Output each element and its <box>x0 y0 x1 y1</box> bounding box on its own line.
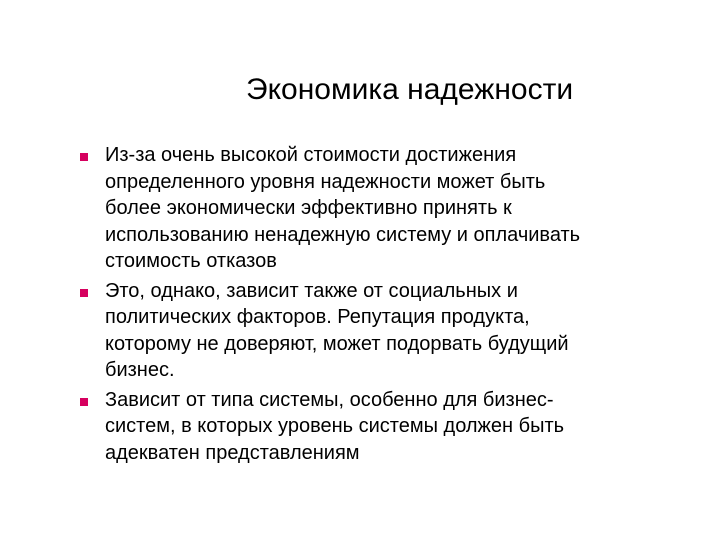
square-bullet-icon <box>80 398 88 406</box>
bullet-item <box>80 278 690 384</box>
slide-title: Экономика надежности <box>246 73 574 106</box>
bullet-item <box>80 387 690 467</box>
square-bullet-icon <box>80 289 88 297</box>
bullet-text: Зависит от типа системы, особенно для бизнес- систем, в которых уровень системы должен быть адекватен представлениям <box>105 388 565 464</box>
square-bullet-icon <box>80 153 88 161</box>
bullet-text: Из-за очень высокой стоимости достижения определенного уровня надежности может быть более экономически эффективно принять к использованию ненадежную систему и оплачивать стоимость отказов <box>105 144 581 272</box>
bullet-item <box>80 142 690 275</box>
bullet-text: Это, однако, зависит также от социальных и политических факторов. Репутация продукта, которому не доверяют, может подорвать будущий бизнес. <box>105 279 569 381</box>
bullet-list <box>80 142 690 469</box>
